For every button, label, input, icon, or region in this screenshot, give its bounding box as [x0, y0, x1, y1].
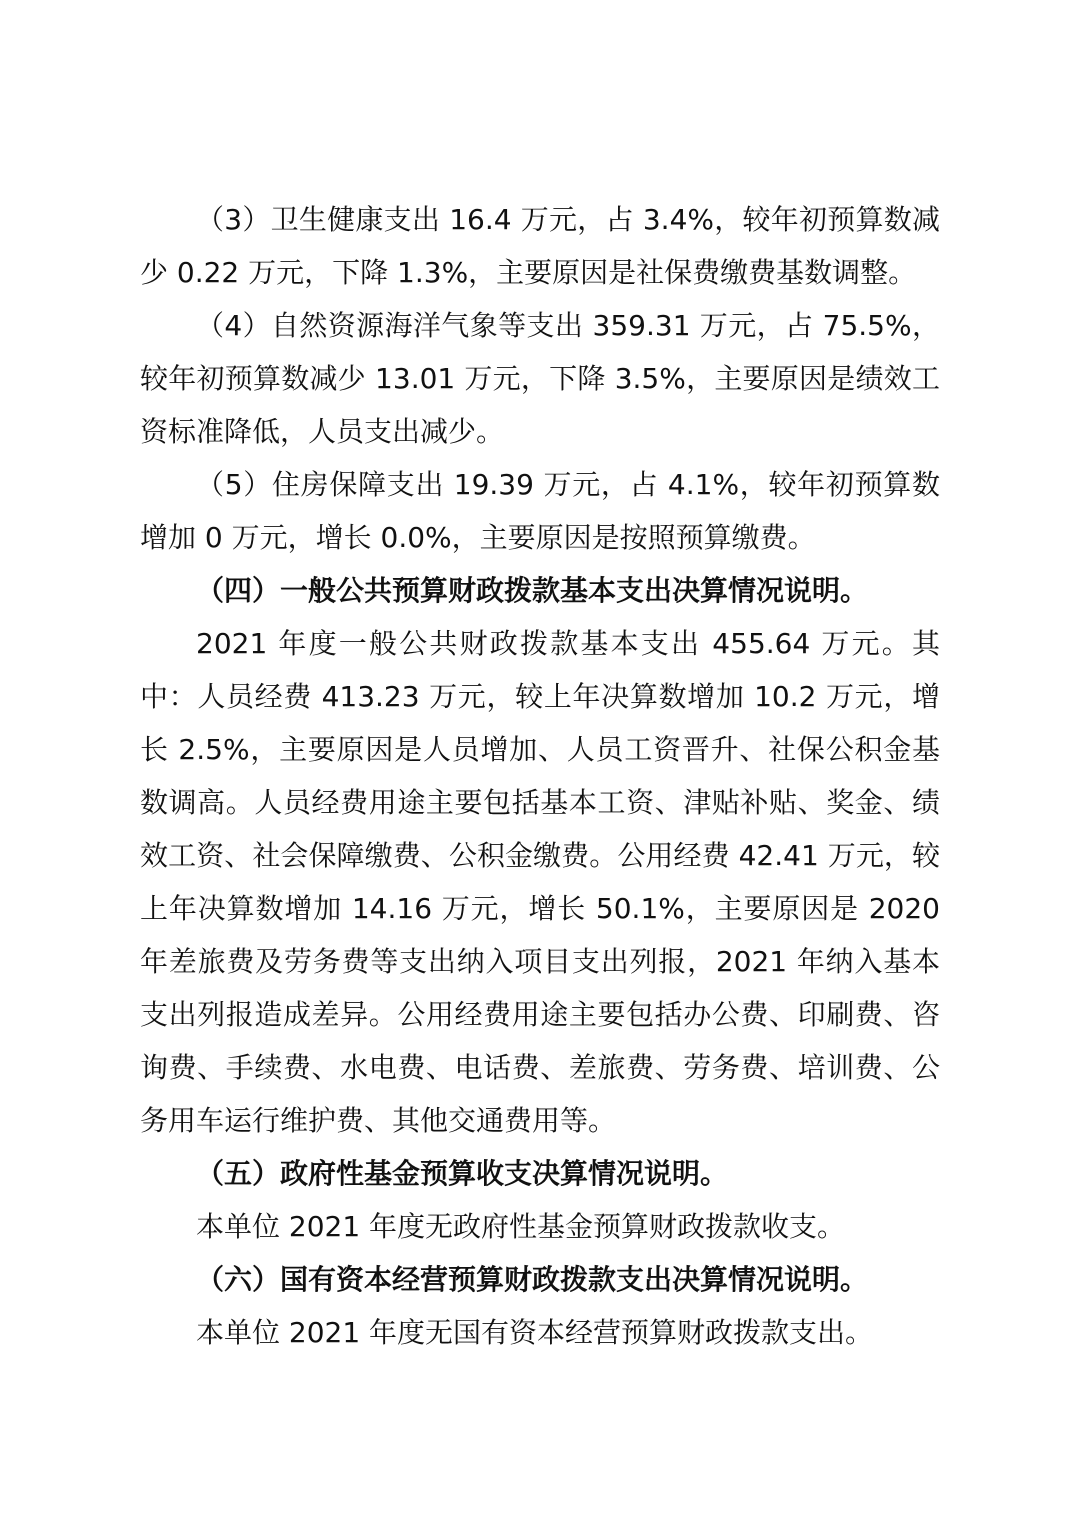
paragraph-government-fund: 本单位 2021 年度无政府性基金预算财政拨款收支。: [196, 1210, 846, 1243]
paragraph-state-capital: 本单位 2021 年度无国有资本经营预算财政拨款支出。: [196, 1316, 874, 1349]
paragraph-health-expenditure: （3）卫生健康支出 16.4 万元，占 3.4%，较年初预算数减少 0.22 万元，下降 1.3%，主要原因是社保费缴费基数调整。: [140, 203, 940, 289]
paragraph-natural-resources-expenditure: （4）自然资源海洋气象等支出 359.31 万元，占 75.5%，较年初预算数减少 13.01 万元，下降 3.5%，主要原因是绩效工资标准降低，人员支出减少。: [140, 309, 940, 448]
paragraph-housing-expenditure: （5）住房保障支出 19.39 万元，占 4.1%，较年初预算数增加 0 万元，增长 0.0%，主要原因是按照预算缴费。: [140, 468, 940, 554]
section-heading-state-capital: （六）国有资本经营预算财政拨款支出决算情况说明。: [196, 1263, 869, 1296]
section-heading-basic-expenditure: （四）一般公共预算财政拨款基本支出决算情况说明。: [196, 574, 869, 607]
paragraph-basic-expenditure: 2021 年度一般公共财政拨款基本支出 455.64 万元。其中：人员经费 413.23 万元，较上年决算数增加 10.2 万元，增长 2.5%，主要原因是人员增加、人员工资晋升、社保公积金基数调高。人员经费用途主要包括基本工资、津贴补贴、奖金、绩效工资、社会保障缴费、公积金缴费。公用经费 42.41 万元，较上年决算数增加 14.16 万元，增长 50.1%，主要原因是 2020 年差旅费及劳务费等支出纳入项目支出列报，2021 年纳入基本支出列报造成差异。公用经费用途主要包括办公费、印刷费、咨询费、手续费、水电费、电话费、差旅费、劳务费、培训费、公务用车运行维护费、其他交通费用等。: [140, 627, 940, 1137]
section-heading-government-fund: （五）政府性基金预算收支决算情况说明。: [196, 1157, 729, 1190]
document-body: [140, 193, 940, 1359]
